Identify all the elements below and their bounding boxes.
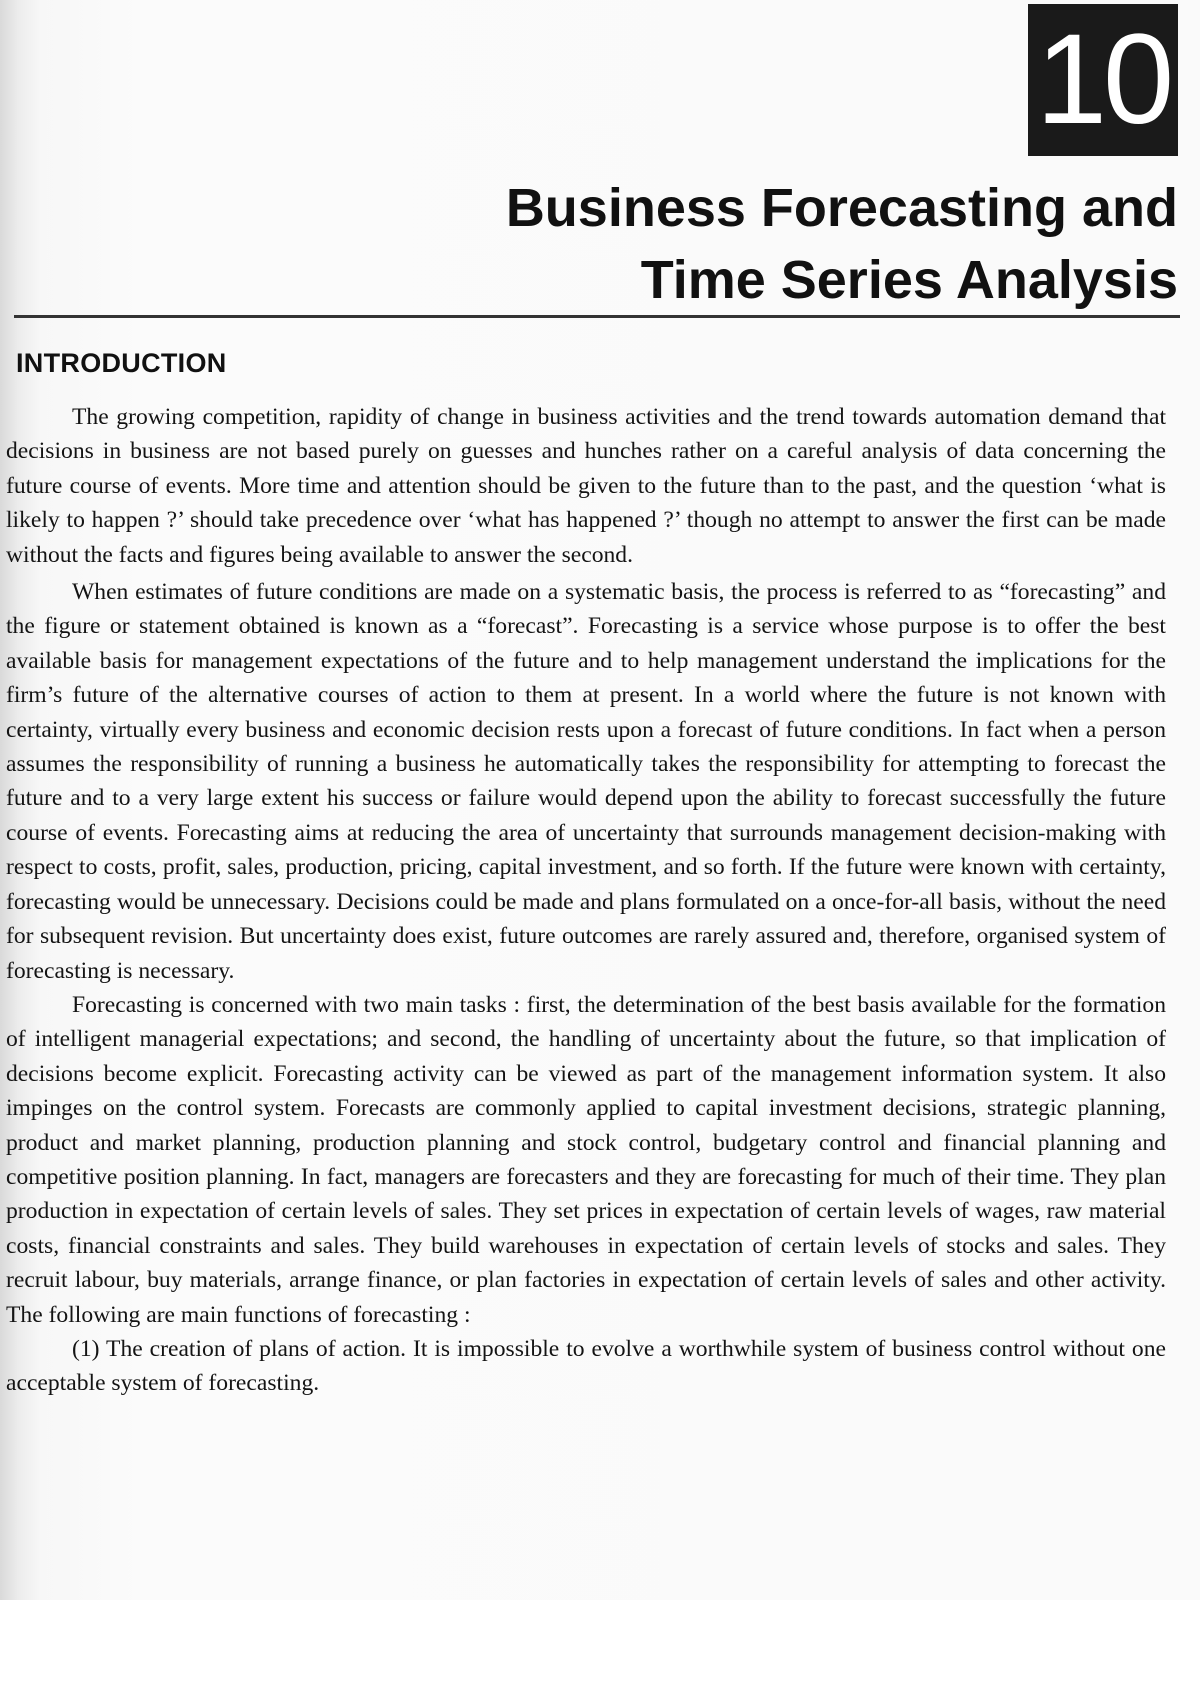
body-text bbox=[6, 400, 1166, 1401]
list-item: (1) The creation of plans of action. It is impossible to evolve a worthwhile system of business control without one acceptable system of forecasting. bbox=[6, 1335, 1166, 1397]
chapter-title-line-1: Business Forecasting and bbox=[505, 178, 1178, 238]
paragraph: The growing competition, rapidity of change in business activities and the trend towards automation demand that decisions in business are not based purely on guesses and hunches rather on a careful analysis of data concerning the future course of events. More time and attention should be given to the future than to the past, and the question ‘what is likely to happen ?’ should take precedence over ‘what has happened ?’ though no attempt to answer the first can be made without the facts and figures being available to answer the second. bbox=[6, 404, 1166, 568]
chapter-title-line-2: Time Series Analysis bbox=[640, 250, 1178, 310]
section-heading: INTRODUCTION bbox=[16, 348, 227, 378]
paragraph: Forecasting is concerned with two main tasks : first, the determination of the best basis available for the formation of intelligent managerial expectations; and second, the handling of uncertainty about the future, so that implication of decisions become explicit. Forecasting activity can be viewed as part of the management information system. It also impinges on the control system. Forecasts are commonly applied to capital investment decisions, strategic planning, product and market planning, production planning and stock control, budgetary control and financial planning and competitive position planning. In fact, managers are forecasters and they are forecasting for much of their time. They plan production in expectation of certain levels of sales. They set prices in expectation of certain levels of wages, raw material costs, financial constraints and sales. They build warehouses in expectation of certain levels of stocks and sales. They recruit labour, buy materials, arrange finance, or plan factories in expectation of certain levels of sales and other activity. The following are main functions of forecasting : bbox=[6, 991, 1166, 1328]
paragraph: When estimates of future conditions are made on a systematic basis, the process is referred to as “forecasting” and the figure or statement obtained is known as a “forecast”. Forecasting is a service whose purpose is to offer the best available basis for management expectations of the future and to help management understand the implications for the firm’s future of the alternative courses of action to them at present. In a world where the future is not known with certainty, virtually every business and economic decision rests upon a forecast of future conditions. In fact when a person assumes the responsibility of running a business he automatically takes the responsibility for attempting to forecast the future and to a very large extent his success or failure would depend upon the ability to forecast successfully the future course of events. Forecasting aims at reducing the area of uncertainty that surrounds management decision-making with respect to costs, profit, sales, production, pricing, capital investment, and so forth. If the future were known with certainty, forecasting would be unnecessary. Decisions could be made and plans formulated on a once-for-all basis, without the need for subsequent revision. But uncertainty does exist, future outcomes are rarely assured and, therefore, organised system of forecasting is necessary. bbox=[6, 579, 1166, 984]
chapter-number-box bbox=[1028, 4, 1178, 156]
chapter-title bbox=[506, 172, 1178, 316]
chapter-number: 10 bbox=[1035, 8, 1171, 151]
title-divider bbox=[14, 315, 1180, 318]
